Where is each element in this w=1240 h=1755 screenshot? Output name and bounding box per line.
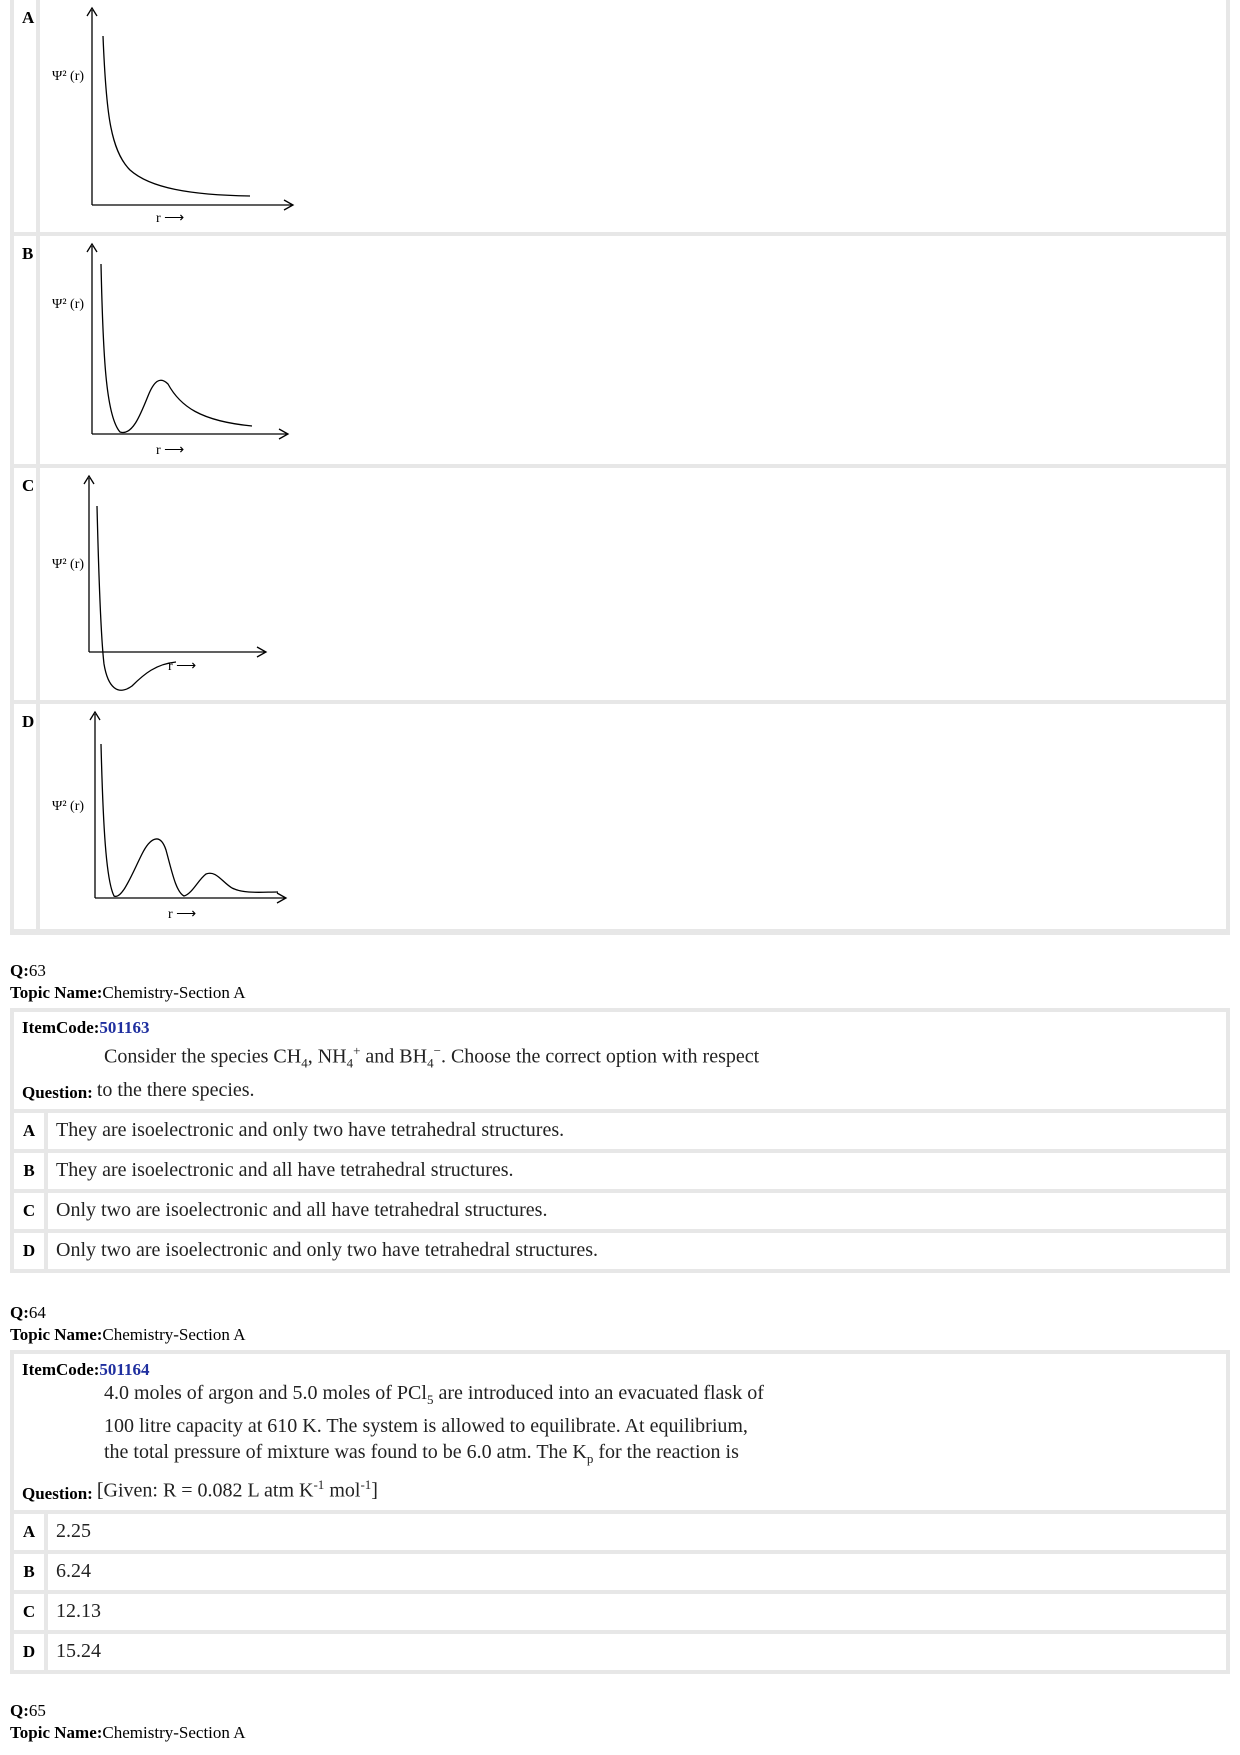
option-graph-d	[40, 704, 1226, 929]
graph-b	[40, 236, 340, 464]
question-last-line	[22, 1077, 1218, 1103]
subscript: 4	[427, 1055, 434, 1071]
question-last-line	[22, 1472, 1218, 1504]
text-part: , NH	[307, 1045, 347, 1068]
answer-option-c[interactable]	[14, 1594, 1226, 1630]
option-letter: A	[14, 1113, 48, 1149]
option-text: 6.24	[56, 1560, 91, 1583]
option-graph-a	[40, 0, 1226, 232]
curve-d	[101, 744, 278, 896]
answer-option-b[interactable]	[14, 1153, 1226, 1189]
q64-box	[10, 1350, 1230, 1674]
y-axis-label: Ψ² (r)	[52, 297, 85, 312]
text-part: mol	[324, 1479, 361, 1502]
option-letter: B	[14, 1153, 48, 1189]
option-letter: B	[14, 1554, 48, 1590]
graph-c	[40, 468, 340, 700]
q63-box	[10, 1008, 1230, 1273]
question-number: 63	[28, 961, 46, 980]
previous-question-options	[10, 0, 1230, 935]
q-prefix: Q:	[10, 1701, 29, 1720]
question-line-4	[93, 1472, 378, 1504]
text-part: for the reaction is	[593, 1441, 739, 1463]
question-label: Question:	[22, 1082, 93, 1102]
option-text: They are isoelectronic and all have tetrahedral structures.	[56, 1159, 514, 1182]
itemcode	[22, 1018, 1218, 1038]
option-text: 2.25	[56, 1520, 91, 1543]
itemcode-label: ItemCode:	[22, 1360, 100, 1379]
option-letter: C	[14, 1594, 48, 1630]
question-line-1	[22, 1038, 1218, 1077]
question-number: 65	[28, 1701, 46, 1720]
option-row-a	[14, 0, 1226, 232]
superscript: -1	[313, 1477, 325, 1492]
subscript: 4	[301, 1055, 308, 1071]
topic-label: Topic Name:	[10, 1723, 103, 1742]
text-part: Consider the species CH	[104, 1045, 302, 1068]
text-part: [Given: R = 0.082 L atm K	[96, 1479, 314, 1502]
question-line-2: to the there species.	[96, 1078, 255, 1101]
topic-name: Chemistry-Section A	[102, 1723, 246, 1742]
answer-option-b[interactable]	[14, 1554, 1226, 1590]
question-cell	[14, 1354, 1226, 1510]
itemcode-value: 501163	[99, 1018, 150, 1037]
answer-option-c[interactable]	[14, 1193, 1226, 1229]
option-label: C	[14, 468, 40, 700]
text-part: ]	[371, 1479, 378, 1502]
x-axis-label: r ⟶	[156, 443, 185, 458]
option-row-b	[14, 236, 1226, 464]
x-axis-label: r ⟶	[156, 211, 185, 226]
y-axis-label: Ψ² (r)	[52, 69, 85, 84]
answer-option-d[interactable]	[14, 1634, 1226, 1670]
graph-d	[40, 704, 340, 929]
curve-c	[97, 506, 176, 690]
text-part: and BH	[360, 1045, 428, 1068]
subscript: 4	[346, 1055, 354, 1071]
option-graph-b	[40, 236, 1226, 464]
option-letter: C	[14, 1193, 48, 1229]
answer-option-a[interactable]	[14, 1113, 1226, 1149]
q-prefix: Q:	[10, 961, 29, 980]
question-line-3	[22, 1439, 1218, 1472]
itemcode	[22, 1360, 1218, 1380]
option-label: D	[14, 704, 40, 929]
topic-label: Topic Name:	[10, 983, 103, 1002]
superscript: +	[353, 1043, 361, 1058]
x-axis-label: r ⟶	[168, 659, 197, 674]
curve-a	[103, 36, 250, 196]
answer-option-a[interactable]	[14, 1514, 1226, 1550]
topic-name: Chemistry-Section A	[102, 983, 246, 1002]
subscript: p	[586, 1451, 594, 1466]
option-letter: A	[14, 1514, 48, 1550]
option-graph-c	[40, 468, 1226, 700]
curve-b	[101, 264, 252, 433]
question-label: Question:	[22, 1483, 93, 1503]
option-text: Only two are isoelectronic and all have tetrahedral structures.	[56, 1199, 548, 1222]
question-line-1	[22, 1380, 1218, 1413]
option-text: Only two are isoelectronic and only two have tetrahedral structures.	[56, 1239, 599, 1262]
option-row-c	[14, 468, 1226, 700]
text-part: are introduced into an evacuated flask of	[433, 1382, 764, 1404]
option-row-d	[14, 704, 1226, 929]
text-part: . Choose the correct option with respect	[440, 1045, 760, 1068]
graph-a	[40, 0, 340, 232]
option-text: 12.13	[56, 1600, 101, 1623]
x-axis-label: r ⟶	[168, 907, 197, 922]
subscript: 5	[426, 1392, 434, 1407]
question-number: 64	[28, 1303, 46, 1322]
answer-option-d[interactable]	[14, 1233, 1226, 1269]
text-part: the total pressure of mixture was found to be 6.0 atm. The K	[104, 1441, 587, 1463]
y-axis-label: Ψ² (r)	[52, 557, 85, 572]
option-text: 15.24	[56, 1640, 101, 1663]
y-axis-label: Ψ² (r)	[52, 799, 85, 814]
question-cell	[14, 1012, 1226, 1109]
text-part: 4.0 moles of argon and 5.0 moles of PCl	[104, 1382, 427, 1404]
option-letter: D	[14, 1634, 48, 1670]
q65-header	[10, 1700, 245, 1744]
q-prefix: Q:	[10, 1303, 29, 1322]
itemcode-label: ItemCode:	[22, 1018, 100, 1037]
option-text: They are isoelectronic and only two have tetrahedral structures.	[56, 1119, 565, 1142]
option-letter: D	[14, 1233, 48, 1269]
option-label: B	[14, 236, 40, 464]
option-label: A	[14, 0, 40, 232]
itemcode-value: 501164	[99, 1360, 150, 1379]
superscript: −	[433, 1043, 441, 1058]
topic-label: Topic Name:	[10, 1325, 103, 1344]
topic-name: Chemistry-Section A	[102, 1325, 246, 1344]
superscript: -1	[360, 1477, 372, 1492]
question-line-2: 100 litre capacity at 610 K. The system is allowed to equilibrate. At equilibrium,	[104, 1415, 748, 1437]
q64-header	[10, 1302, 245, 1346]
q63-header	[10, 960, 245, 1004]
